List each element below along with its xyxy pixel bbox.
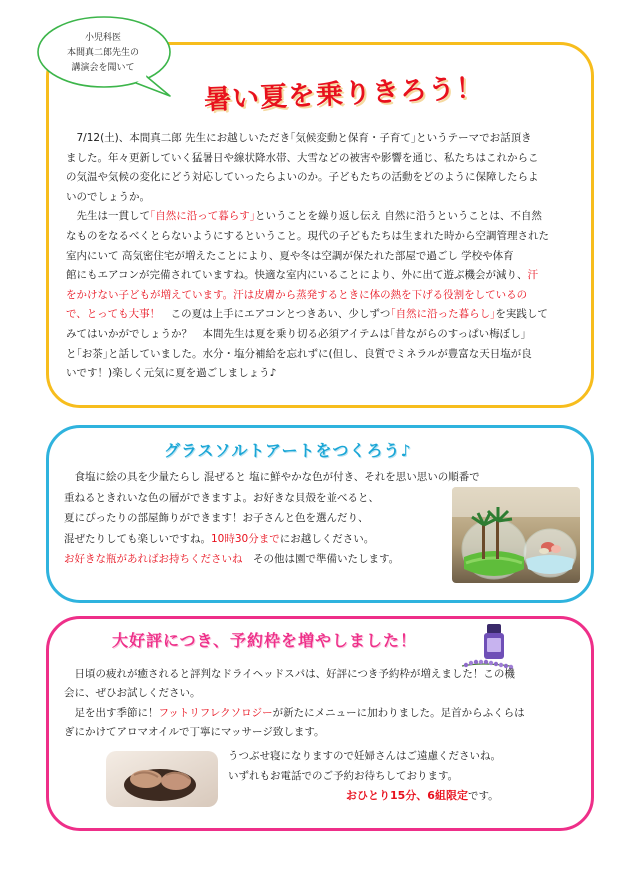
body-text: にお越しください。 [279, 532, 375, 545]
highlight-text: ｢自然に沿った暮らし｣ [390, 308, 496, 321]
body-text: ぎにかけてアロマオイルで丁寧にマッサージ致します。 [64, 725, 325, 738]
section1-title: 暑い夏を乗りきろう！ [203, 72, 485, 116]
highlight-text: フットリフレクソロジー [158, 706, 273, 719]
text-line [64, 467, 550, 488]
salt-art-jars-photo [452, 487, 580, 583]
limit-line [228, 786, 568, 807]
text-line [66, 266, 561, 286]
head-spa-massage-photo [106, 751, 218, 807]
body-text: が新たにメニューに加わりました。足首からふくらは [272, 706, 525, 719]
section3-side-text [228, 747, 568, 807]
text-line [66, 129, 561, 149]
body-text: 混ぜたりしても楽しいですね。 [64, 532, 211, 545]
body-text: 会に、ぜひお試しください。 [64, 687, 201, 700]
body-text: いです！)楽しく元気に夏を過ごしましょう♪ [66, 367, 277, 380]
text-line [66, 305, 561, 325]
text-line [66, 286, 561, 306]
body-text: みてはいかがでしょうか？ 本間先生は夏を乗り切る必須アイテムは｢昔ながらのすっぱい梅ぼし｣ [66, 327, 526, 340]
body-text: この夏は上手にエアコンとつきあい、少しずつ [160, 308, 391, 321]
side-line: いずれもお電話でのご予約お待ちしております。 [228, 769, 459, 782]
body-text: を実践して [495, 308, 548, 321]
body-text: ということを繰り返し伝え 自然に沿うということは、不自然 [255, 210, 542, 223]
body-text: 夏にぴったりの部屋飾りができます！お子さんと色を選んだり、 [64, 512, 369, 525]
section3-body [64, 665, 574, 742]
bubble-text [40, 31, 166, 76]
body-text: 室内にいて 高気密住宅が増えたことにより、夏や冬は空調が保たれた部屋で過ごし 学校や体育 [66, 249, 514, 262]
text-line [66, 227, 561, 247]
text-line [66, 207, 561, 227]
body-text: 重ねるときれいな色の層ができますよ。お好きな貝殻を並べると、 [64, 491, 379, 504]
limit-text: おひとり15分、6組限定 [346, 789, 468, 803]
side-line: うつぶせ寝になりますので妊婦さんはご遠慮くださいね。 [228, 750, 501, 762]
text-line [66, 364, 561, 384]
text-line [64, 723, 574, 742]
body-text: 館にもエアコンが完備されていますね。快適な室内にいることにより、外に出て遊ぶ機会が減り、 [66, 269, 528, 282]
bubble-line: 小児科医 [84, 33, 121, 43]
text-line [64, 684, 574, 703]
text-line [66, 247, 561, 267]
section1-body [66, 129, 561, 384]
body-text: 先生は一貫して [66, 210, 150, 223]
text-line [66, 325, 561, 345]
body-text: と｢お茶｣と話していました。水分・塩分補給を忘れずに(但し、良質でミネラルが豊富な天日塩が良 [66, 347, 532, 360]
text-line [66, 345, 561, 365]
body-text: 足を出す季節に！ [64, 706, 159, 719]
section3-title: 大好評につき、予約枠を増やしました！ [112, 631, 418, 650]
body-text: 食塩に絵の具を少量たらし 混ぜると 塩に鮮やかな色が付き、それを思い思いの順番で [64, 471, 480, 483]
body-text: いのでしょうか。 [66, 190, 150, 203]
limit-suffix: です。 [467, 790, 499, 803]
text-line [66, 149, 561, 169]
text-line [64, 665, 574, 684]
highlight-text: 汗 [527, 269, 538, 282]
text-line [66, 188, 561, 208]
highlight-text: で、とっても大事！ [66, 308, 161, 321]
highlight-text: ｢自然に沿って暮らす｣ [150, 210, 255, 223]
highlight-text: お好きな瓶があればお持ちくださいね [64, 553, 243, 566]
text-line [64, 704, 574, 723]
body-text: なものをなるべくとらないようにするということ。現代の子どもたちは生まれた時から空調管理された [66, 229, 549, 242]
body-text: 日頃の疲れが癒されると評判なドライヘッドスパは、好評につき予約枠が増えました！この機 [64, 668, 515, 680]
body-text: の気温や気候の変化にどう対応していったらよいのか。子どもたちの活動をどのように保障したらよ [66, 171, 539, 184]
body-text: その他は園で準備いたします。 [242, 553, 400, 566]
body-text: ました。年々更新していく猛暑日や線状降水帯、大雪などの被害や影響を通じ、私たちはこれからこ [66, 151, 539, 164]
bubble-line: 本間真二郎先生の [66, 48, 139, 58]
section2-title: グラスソルトアートをつくろう♪ [164, 441, 412, 460]
highlight-text: をかけない子どもが増えています。汗は皮膚から蒸発するときに体の熱を下げる役割をしているの [66, 288, 528, 301]
text-line [66, 168, 561, 188]
highlight-text: 10時30分まで [211, 532, 280, 545]
bubble-line: 講演会を聞いて [71, 63, 135, 73]
body-text: 7/12(土)、本間真二郎 先生にお越しいただき｢気候変動と保育・子育て｣というテーマでお話頂き [66, 132, 532, 144]
